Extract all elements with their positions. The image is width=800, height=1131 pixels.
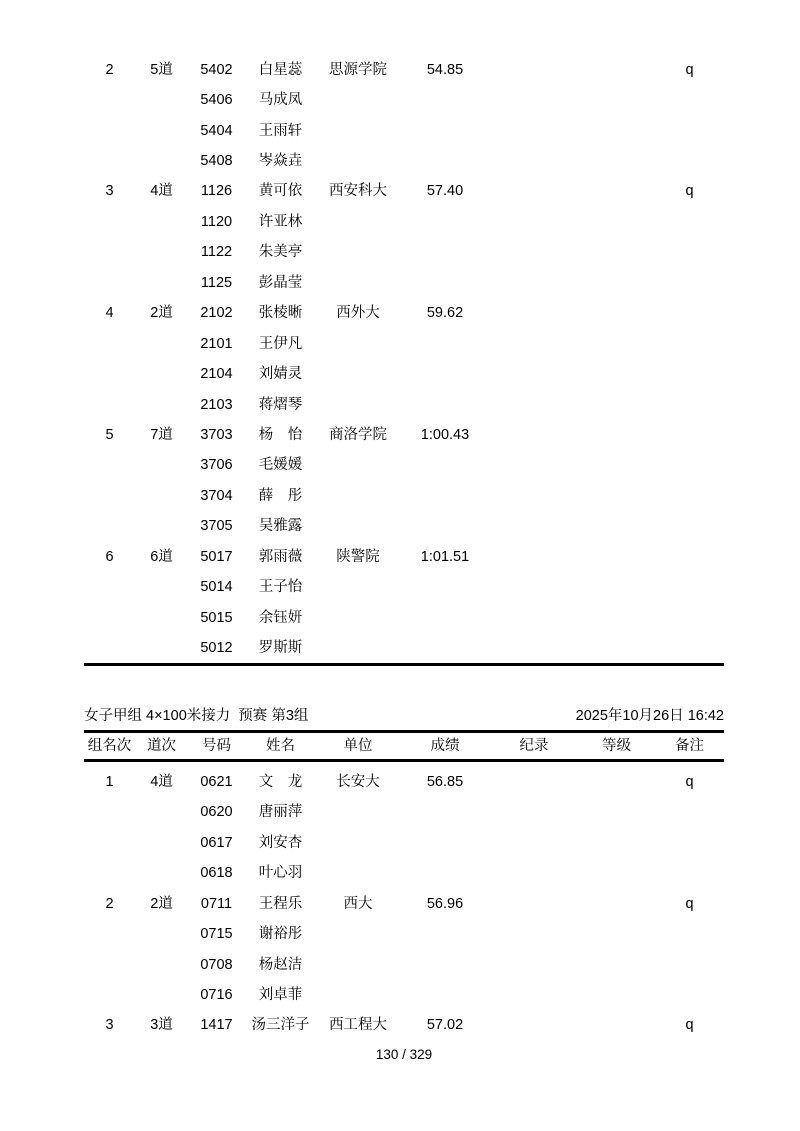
team-leader-row: [84, 542, 724, 572]
bib-cell: 3706: [200, 457, 233, 474]
unit-cell: 思源学院: [329, 61, 387, 78]
team-leader-row: [84, 889, 724, 919]
lane-cell: 5道: [150, 61, 173, 78]
bib-cell: 0620: [200, 804, 233, 821]
bib-cell: 5012: [200, 640, 233, 656]
bib-cell: 1126: [200, 183, 233, 200]
group-title: 女子甲组 4×100米接力 预赛 第3组: [84, 708, 309, 725]
team-member-row: [84, 797, 724, 827]
name-cell: 马成凤: [258, 92, 303, 109]
team-member-row: [84, 858, 724, 888]
rank-cell: 2: [105, 895, 114, 912]
rank-cell: 3: [105, 1017, 114, 1034]
team-member-row: [84, 828, 724, 858]
team-member-row: [84, 390, 724, 420]
name-cell: 薛 彤: [258, 487, 303, 504]
remark-cell: q: [685, 61, 694, 78]
team-member-row: [84, 511, 724, 541]
team-member-row: [84, 919, 724, 949]
team-member-row: [84, 329, 724, 359]
result-cell: 54.85: [426, 61, 464, 78]
rank-cell: 3: [105, 183, 114, 200]
heat-2-results-table: [84, 0, 724, 663]
team-member-row: [84, 268, 724, 298]
unit-cell: 长安大: [336, 773, 380, 790]
bib-cell: 0617: [200, 834, 233, 851]
bib-cell: 0618: [200, 865, 233, 882]
col-header-rank: 组名次: [87, 737, 132, 754]
team-member-row: [84, 980, 724, 1010]
bib-cell: 3704: [200, 487, 233, 504]
unit-cell: 西工程大: [329, 1017, 387, 1034]
bib-cell: 5408: [200, 153, 233, 169]
rank-cell: 5: [105, 426, 114, 443]
name-cell: 叶心羽: [258, 865, 303, 882]
bib-cell: 5406: [200, 92, 233, 109]
name-cell: 吴雅露: [258, 518, 303, 535]
result-cell: 1:01.51: [420, 548, 470, 565]
section-divider-rule: [84, 663, 724, 666]
team-leader-row: [84, 1010, 724, 1040]
name-cell: 毛媛媛: [258, 457, 303, 474]
team-leader-row: [84, 767, 724, 797]
lane-cell: 6道: [150, 548, 173, 565]
name-cell: 白星蕊: [258, 61, 303, 78]
team-leader-row: [84, 55, 724, 85]
team-member-row: [84, 603, 724, 633]
team-leader-row: [84, 298, 724, 328]
col-header-unit: 单位: [343, 737, 373, 754]
team-member-row: [84, 481, 724, 511]
name-cell: 谢裕彤: [258, 926, 303, 943]
lane-cell: 4道: [150, 773, 173, 790]
col-header-name: 姓名: [266, 737, 295, 754]
team-leader-row: [84, 176, 724, 206]
team-member-row: [84, 146, 724, 176]
bib-cell: 5402: [200, 61, 233, 78]
rank-cell: 4: [105, 305, 114, 322]
unit-cell: 西外大: [336, 305, 380, 322]
bib-cell: 0711: [200, 895, 233, 912]
col-header-grade: 等级: [602, 737, 631, 754]
unit-cell: 陕警院: [336, 548, 380, 565]
rank-cell: 6: [105, 548, 114, 565]
column-header-row: [84, 733, 724, 760]
team-member-row: [84, 116, 724, 146]
col-header-result: 成绩: [430, 737, 460, 754]
result-cell: 56.85: [426, 773, 464, 790]
name-cell: 王伊凡: [258, 335, 303, 352]
lane-cell: 2道: [150, 305, 173, 322]
team-member-row: [84, 572, 724, 602]
remark-cell: [655, 420, 724, 450]
page-content: [84, 0, 724, 1041]
name-cell: 余钰妍: [258, 609, 303, 626]
name-cell: 黄可依: [258, 183, 303, 200]
bib-cell: 2104: [200, 366, 233, 383]
result-cell: 57.40: [426, 183, 464, 200]
bib-cell: 5015: [200, 609, 233, 626]
name-cell: 朱美亭: [258, 244, 303, 261]
remark-cell: q: [685, 773, 694, 790]
name-cell: 刘卓菲: [258, 987, 303, 1003]
name-cell: 杨 怡: [258, 426, 303, 443]
bib-cell: 1120: [200, 213, 233, 230]
col-header-record: 纪录: [519, 737, 549, 754]
name-cell: 杨赵洁: [258, 956, 303, 973]
remark-cell: [655, 542, 724, 572]
unit-cell: 商洛学院: [329, 426, 387, 443]
bib-cell: 5017: [200, 548, 233, 565]
bib-cell: 2102: [200, 305, 233, 322]
name-cell: 文 龙: [258, 773, 303, 790]
result-cell: 57.02: [426, 1017, 464, 1034]
result-cell: 56.96: [426, 895, 464, 912]
team-member-row: [84, 450, 724, 480]
name-cell: 汤三洋子: [251, 1017, 310, 1034]
remark-cell: q: [685, 895, 694, 912]
group-datetime: 2025年10月26日 16:42: [575, 708, 724, 725]
bib-cell: 3705: [200, 518, 233, 535]
rank-cell: 2: [105, 61, 114, 78]
bib-cell: 3703: [200, 426, 233, 443]
team-member-row: [84, 85, 724, 115]
name-cell: 刘安杏: [258, 834, 303, 851]
lane-cell: 2道: [150, 895, 173, 912]
remark-cell: [655, 298, 724, 328]
team-leader-row: [84, 420, 724, 450]
name-cell: 许亚林: [258, 213, 303, 230]
unit-cell: 西安科大: [329, 183, 387, 200]
lane-cell: 4道: [150, 183, 173, 200]
name-cell: 王程乐: [258, 895, 303, 912]
rank-cell: 1: [105, 773, 114, 790]
name-cell: 罗斯斯: [258, 640, 303, 656]
col-header-bib: 号码: [202, 737, 231, 754]
page-number: 130 / 329: [375, 1047, 433, 1062]
lane-cell: 7道: [150, 426, 173, 443]
team-member-row: [84, 950, 724, 980]
name-cell: 郭雨薇: [258, 548, 303, 565]
name-cell: 张棱晰: [258, 305, 303, 322]
result-cell: 59.62: [426, 305, 464, 322]
bib-cell: 0708: [200, 956, 233, 973]
lane-cell: 3道: [150, 1017, 173, 1034]
group-header: [84, 706, 724, 726]
name-cell: 彭晶莹: [258, 274, 303, 291]
remark-cell: q: [685, 183, 694, 200]
bib-cell: 1125: [200, 274, 233, 291]
bib-cell: 5014: [200, 579, 233, 596]
name-cell: 王雨轩: [258, 122, 303, 139]
col-header-lane: 道次: [147, 737, 176, 754]
bib-cell: 1417: [200, 1017, 233, 1034]
team-member-row: [84, 633, 724, 663]
bib-cell: 2103: [200, 396, 233, 413]
heat-3-results-table: [84, 762, 724, 1041]
name-cell: 刘婧灵: [258, 366, 303, 383]
bib-cell: 0716: [200, 987, 233, 1003]
name-cell: 岑焱垚: [258, 153, 303, 169]
name-cell: 王子怡: [258, 579, 303, 596]
name-cell: 唐丽萍: [258, 804, 303, 821]
team-member-row: [84, 237, 724, 267]
name-cell: 蒋熠琴: [258, 396, 303, 413]
bib-cell: 0621: [200, 773, 233, 790]
bib-cell: 0715: [200, 926, 233, 943]
bib-cell: 5404: [200, 122, 233, 139]
col-header-remark: 备注: [675, 737, 704, 754]
team-member-row: [84, 207, 724, 237]
remark-cell: q: [685, 1017, 694, 1034]
result-cell: 1:00.43: [420, 426, 470, 443]
bib-cell: 1122: [200, 244, 233, 261]
team-member-row: [84, 359, 724, 389]
unit-cell: 西大: [343, 895, 373, 912]
bib-cell: 2101: [200, 335, 233, 352]
